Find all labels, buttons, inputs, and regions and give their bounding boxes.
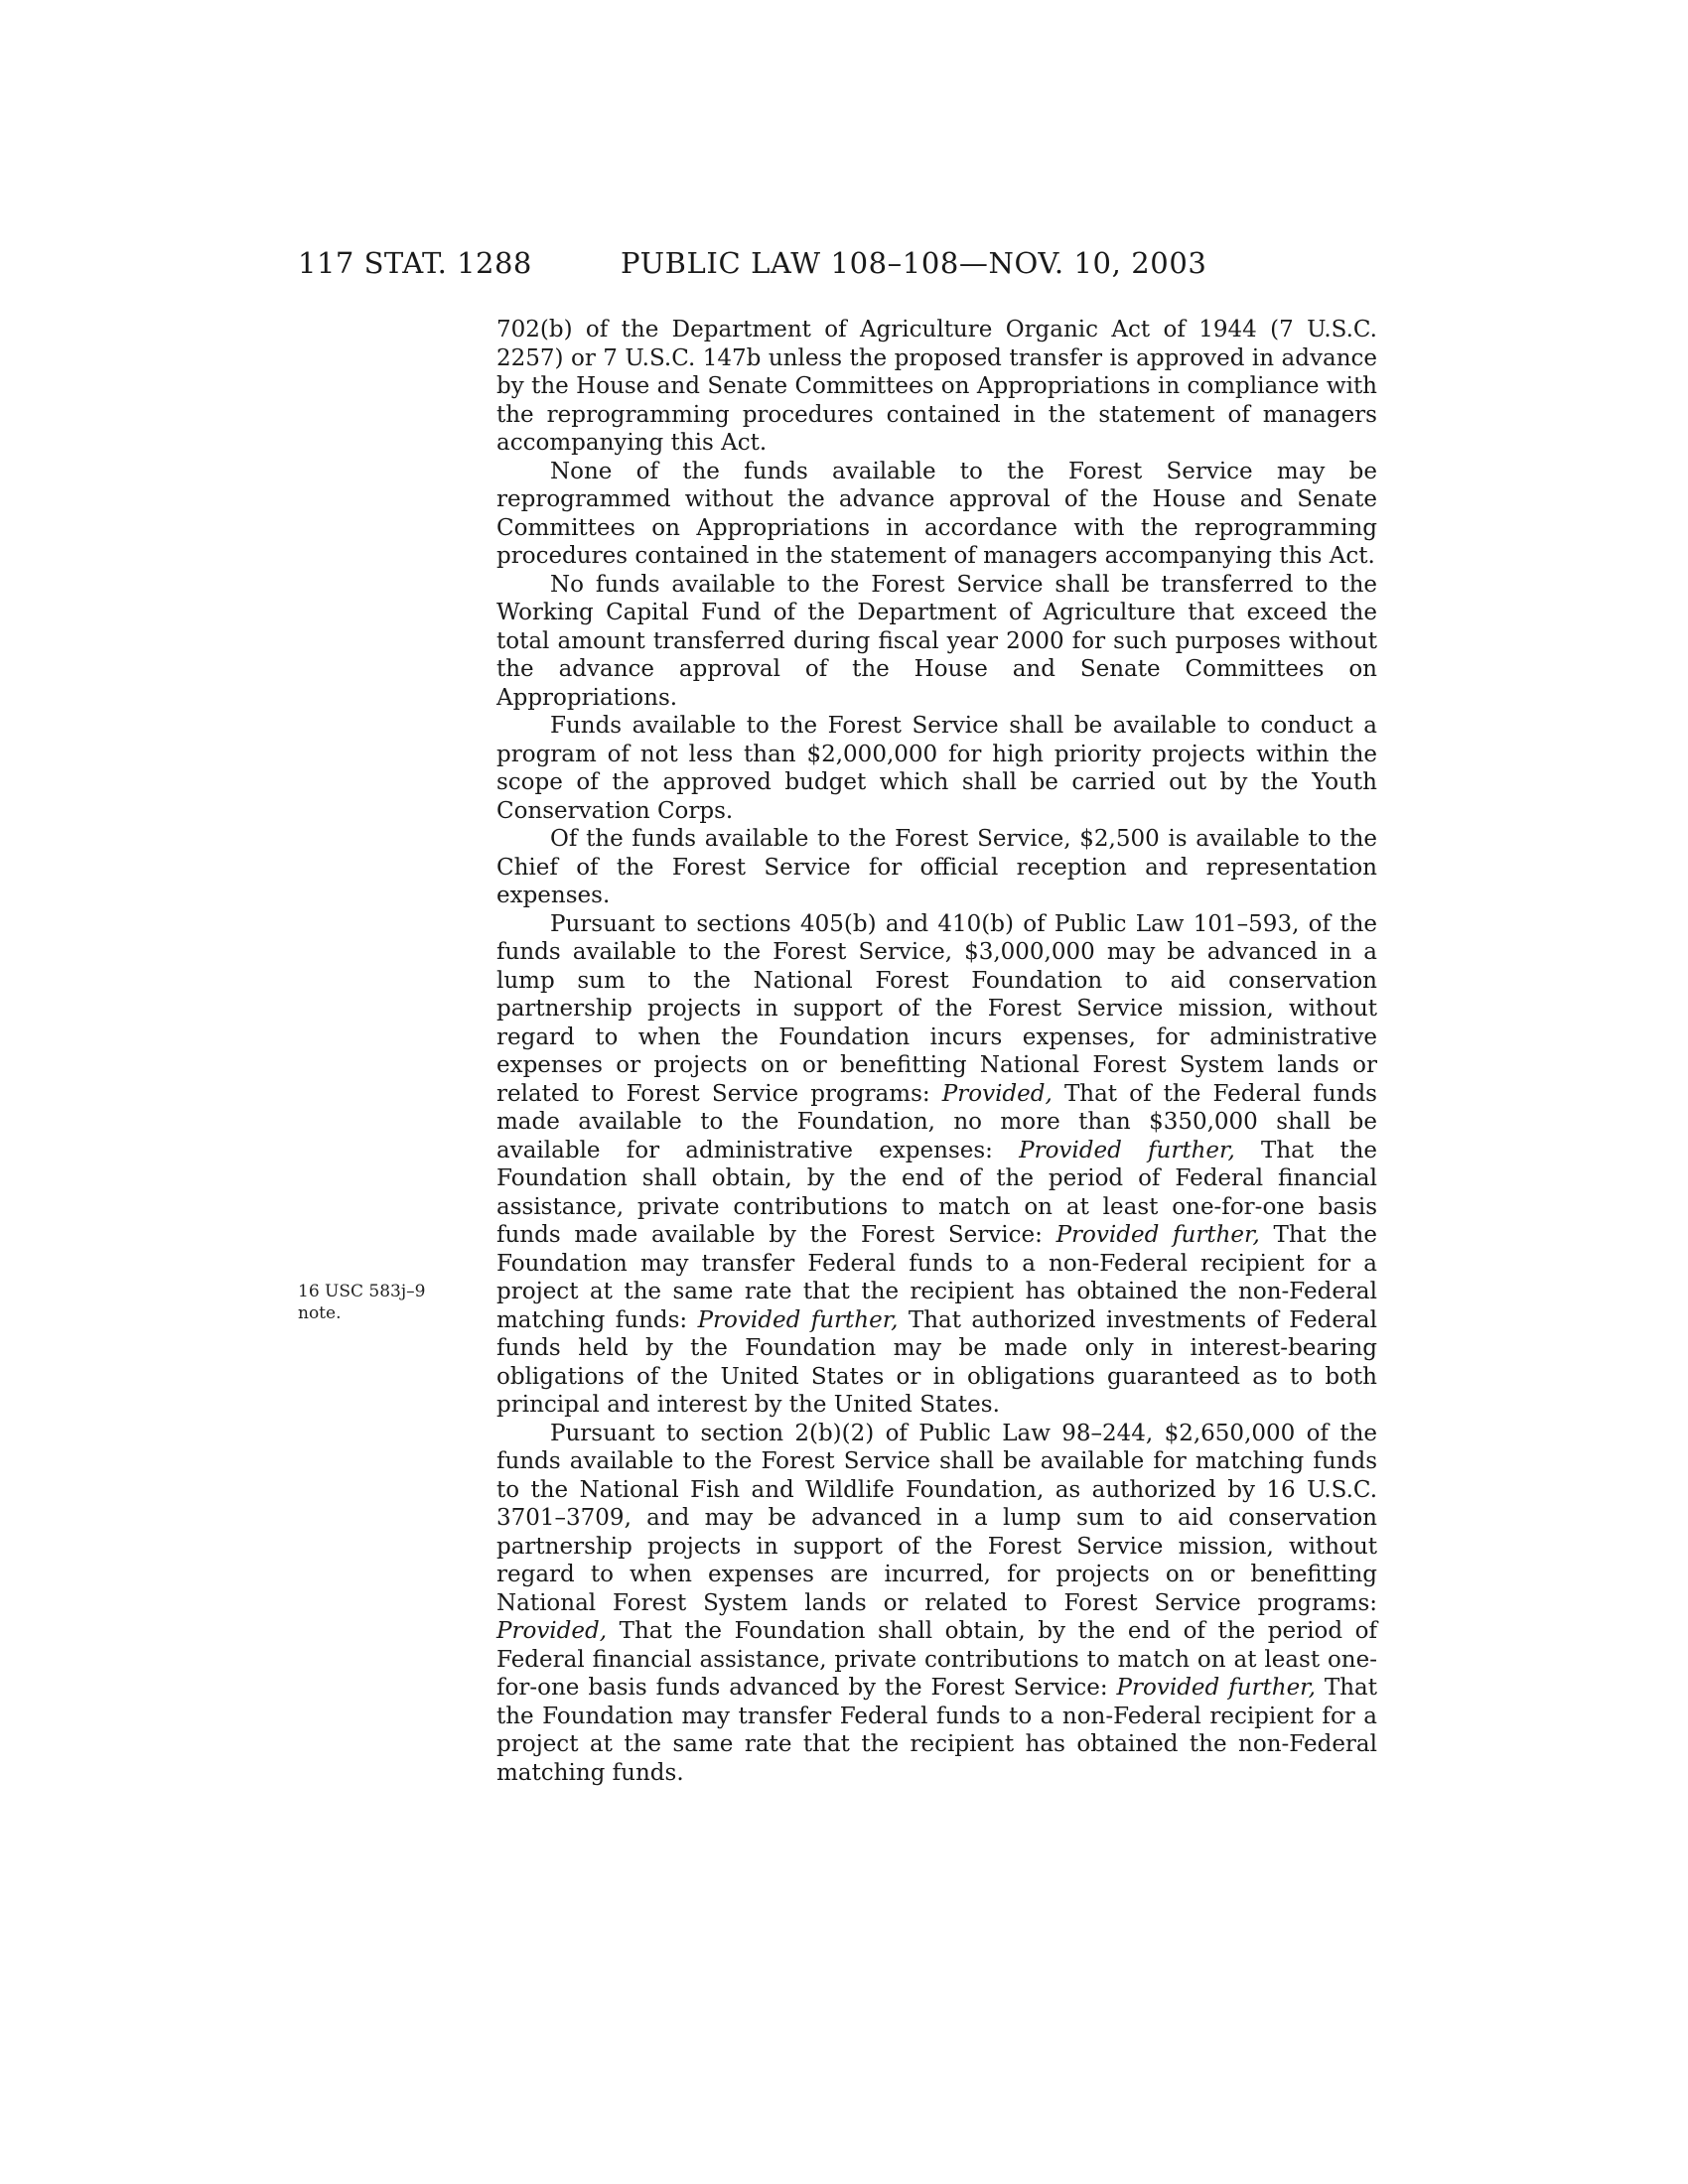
- nfwf-proviso-2: Provided further,: [1116, 1675, 1316, 1701]
- paragraph-transfer-approval: 702(b) of the Department of Agriculture Organic Act of 1944 (7 U.S.C. 2257) or 7 U.S.C. 147b unless the proposed transfer is approved in advance by the House and Senate Committees on Appropriations in compliance with the reprogramming procedures contained in the statement of managers accompanying this Act.: [496, 317, 1377, 456]
- margin-note-label: note.: [298, 1303, 342, 1323]
- paragraph-fish-wildlife-foundation: [496, 1420, 1377, 1788]
- page-header: [0, 246, 1688, 286]
- nff-text-1: Pursuant to sections 405(b) and 410(b) of Public Law 101–593, of the funds available to the Forest Service, $3,000,000 may be advanced in a lump sum to the National Forest Foundation to aid conservation partnership projects in support of the Forest Service mission, without regard to when the Foundation incurs expenses, for administrative expenses or projects on or benefitting National Forest System lands or related to Forest Service programs:: [496, 910, 1377, 1107]
- nfwf-text-3: That the Foundation may transfer Federal funds to a non-Federal recipient for a project at the same rate that the recipient has obtained the non-Federal matching funds.: [496, 1675, 1377, 1786]
- paragraph-reception-expenses: Of the funds available to the Forest Service, $2,500 is available to the Chief of the Forest Service for official reception and representation expenses.: [496, 826, 1377, 908]
- nff-text-2: That of the Federal funds made available to the Foundation, no more than $350,000 shall be available for administrative expenses:: [496, 1080, 1377, 1163]
- nff-proviso-1: Provided,: [941, 1080, 1053, 1107]
- nff-text-3: That the Foundation shall obtain, by the end of the period of Federal financial assistance, private contributions to match on at least one-for-one basis funds made available by the Forest Service:: [496, 1137, 1377, 1248]
- paragraph-national-forest-foundation: [496, 910, 1377, 1420]
- margin-note: [298, 1281, 477, 1324]
- running-title: PUBLIC LAW 108–108—NOV. 10, 2003: [621, 246, 1207, 280]
- stat-citation: 117 STAT. 1288: [298, 246, 532, 280]
- nff-proviso-4: Provided further,: [697, 1306, 899, 1333]
- nff-proviso-3: Provided further,: [1055, 1222, 1260, 1248]
- nff-text-5: That authorized investments of Federal funds held by the Foundation may be made only in interest-bearing obligations of the United States or in obligations guaranteed as to both principal and interest by the United States.: [496, 1306, 1377, 1418]
- margin-note-citation: 16 USC 583j–9: [298, 1282, 426, 1301]
- nfwf-text-2: That the Foundation shall obtain, by the end of the period of Federal financial assistance, private contributions to match on at least one-for-one basis funds advanced by the Forest Service:: [496, 1618, 1377, 1701]
- body-text: [496, 316, 1377, 1787]
- paragraph-youth-conservation-corps: Funds available to the Forest Service shall be available to conduct a program of not less than $2,000,000 for high priority projects within the scope of the approved budget which shall be carried out by the Youth Conservation Corps.: [496, 713, 1377, 824]
- nfwf-text-1: Pursuant to section 2(b)(2) of Public Law 98–244, $2,650,000 of the funds available to the Forest Service shall be available for matching funds to the National Fish and Wildlife Foundation, as authorized by 16 U.S.C. 3701–3709, and may be advanced in a lump sum to aid conservation partnership projects in support of the Forest Service mission, without regard to when expenses are incurred, for projects on or benefitting National Forest System lands or related to Forest Service programs:: [496, 1420, 1377, 1616]
- nff-proviso-2: Provided further,: [1019, 1137, 1235, 1163]
- paragraph-reprogramming: None of the funds available to the Forest Service may be reprogrammed without the advance approval of the House and Senate Committees on Appropriations in accordance with the reprogramming procedures contained in the statement of managers accompanying this Act.: [496, 458, 1377, 569]
- nfwf-proviso-1: Provided,: [496, 1618, 608, 1644]
- paragraph-working-capital-fund: No funds available to the Forest Service shall be transferred to the Working Capital Fund of the Department of Agriculture that exceed the total amount transferred during fiscal year 2000 for such purposes without the advance approval of the House and Senate Committees on Appropriations.: [496, 571, 1377, 711]
- nff-text-4: That the Foundation may transfer Federal funds to a non-Federal recipient for a project at the same rate that the recipient has obtained the non-Federal matching funds:: [496, 1222, 1377, 1333]
